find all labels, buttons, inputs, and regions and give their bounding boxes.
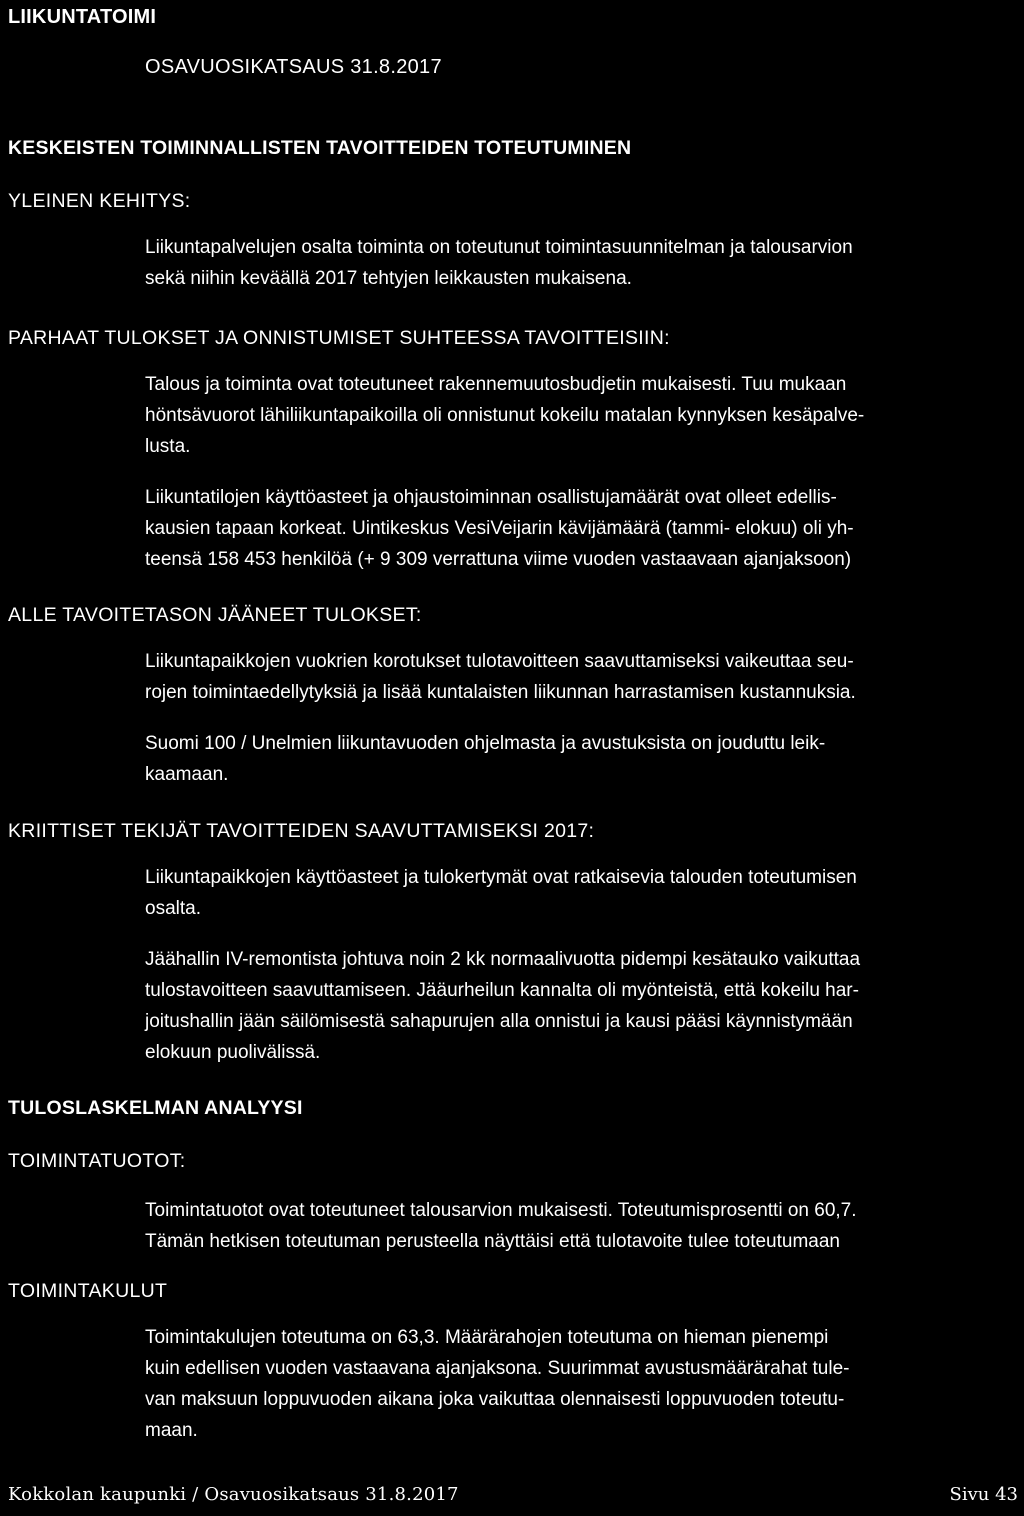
main-section-title: KESKEISTEN TOIMINNALLISTEN TAVOITTEIDEN TOTEUTUMINEN	[8, 137, 632, 159]
report-subtitle: OSAVUOSIKATSAUS 31.8.2017	[145, 56, 442, 78]
best-results-text-2	[145, 482, 1017, 575]
text-line: teensä 158 453 henkilöä (+ 9 309 verrattuna viime vuoden vastaavaan ajanjaksoon)	[145, 549, 852, 570]
text-line: kuin edellisen vuoden vastaavana ajanjaksona. Suurimmat avustusmäärärahat tule-	[145, 1358, 850, 1379]
text-line: Suomi 100 / Unelmien liikuntavuoden ohjelmasta ja avustuksista on jouduttu leik-	[145, 733, 826, 754]
text-line: joitushallin jään säilömisestä sahapurujen alla onnistui ja kausi pääsi käynnistymään	[145, 1011, 853, 1032]
text-line: Liikuntapaikkojen vuokrien korotukset tulotavoitteen saavuttamiseksi vaikeuttaa seu-	[145, 651, 854, 672]
text-line: höntsävuorot lähiliikuntapaikoilla oli onnistunut kokeilu matalan kynnyksen kesäpalve-	[145, 405, 865, 426]
text-line: osalta.	[145, 898, 201, 919]
text-line: kaamaan.	[145, 764, 229, 785]
text-line: lusta.	[145, 436, 191, 457]
text-line: van maksuun loppuvuoden aikana joka vaikuttaa olennaisesti loppuvuoden toteutu-	[145, 1389, 845, 1410]
text-line: maan.	[145, 1420, 198, 1441]
general-development-text	[145, 232, 1017, 294]
text-line: kausien tapaan korkeat. Uintikeskus VesiVeijarin kävijämäärä (tammi- elokuu) oli yh-	[145, 518, 854, 539]
critical-factors-heading: KRIITTISET TEKIJÄT TAVOITTEIDEN SAAVUTTAMISEKSI 2017:	[8, 820, 595, 842]
income-statement-title: TULOSLASKELMAN ANALYYSI	[8, 1097, 303, 1119]
critical-factors-text-1	[145, 862, 1017, 924]
operating-income-text	[145, 1195, 1017, 1257]
best-results-text-1	[145, 369, 1017, 462]
critical-factors-text-2	[145, 944, 1017, 1068]
text-line: Toimintatuotot ovat toteutuneet talousarvion mukaisesti. Toteutumisprosentti on 60,7.	[145, 1200, 857, 1221]
below-target-text-2	[145, 728, 1017, 790]
text-line: tulostavoitteen saavuttamiseen. Jääurheilun kannalta oli myönteistä, että kokeilu har-	[145, 980, 859, 1001]
footer-publication: Kokkolan kaupunki / Osavuosikatsaus 31.8.2017	[8, 1484, 459, 1505]
department-title: LIIKUNTATOIMI	[8, 6, 157, 28]
footer-page-number: Sivu 43	[949, 1484, 1018, 1505]
text-line: Liikuntatilojen käyttöasteet ja ohjaustoiminnan osallistujamäärät ovat olleet edellis-	[145, 487, 837, 508]
operating-costs-heading: TOIMINTAKULUT	[8, 1280, 168, 1302]
text-line: Liikuntapaikkojen käyttöasteet ja tulokertymät ovat ratkaisevia talouden toteutumisen	[145, 867, 857, 888]
text-line: Liikuntapalvelujen osalta toiminta on toteutunut toimintasuunnitelman ja talousarvion	[145, 237, 853, 258]
text-line: Jäähallin IV-remontista johtuva noin 2 kk normaalivuotta pidempi kesätauko vaikuttaa	[145, 949, 861, 970]
text-line: rojen toimintaedellytyksiä ja lisää kuntalaisten liikunnan harrastamisen kustannuksia.	[145, 682, 856, 703]
best-results-heading: PARHAAT TULOKSET JA ONNISTUMISET SUHTEESSA TAVOITTEISIIN:	[8, 327, 670, 349]
text-line: Talous ja toiminta ovat toteutuneet rakennemuutosbudjetin mukaisesti. Tuu mukaan	[145, 374, 847, 395]
text-line: Tämän hetkisen toteutuman perusteella näyttäisi että tulotavoite tulee toteutumaan	[145, 1231, 840, 1252]
below-target-text-1	[145, 646, 1017, 708]
operating-costs-text	[145, 1322, 1017, 1446]
below-target-heading: ALLE TAVOITETASON JÄÄNEET TULOKSET:	[8, 604, 422, 626]
text-line: Toimintakulujen toteutuma on 63,3. Määrärahojen toteutuma on hieman pienempi	[145, 1327, 829, 1348]
text-line: sekä niihin keväällä 2017 tehtyjen leikkausten mukaisena.	[145, 268, 632, 289]
text-line: elokuun puolivälissä.	[145, 1042, 321, 1063]
general-development-heading: YLEINEN KEHITYS:	[8, 190, 191, 212]
operating-income-heading: TOIMINTATUOTOT:	[8, 1150, 186, 1172]
